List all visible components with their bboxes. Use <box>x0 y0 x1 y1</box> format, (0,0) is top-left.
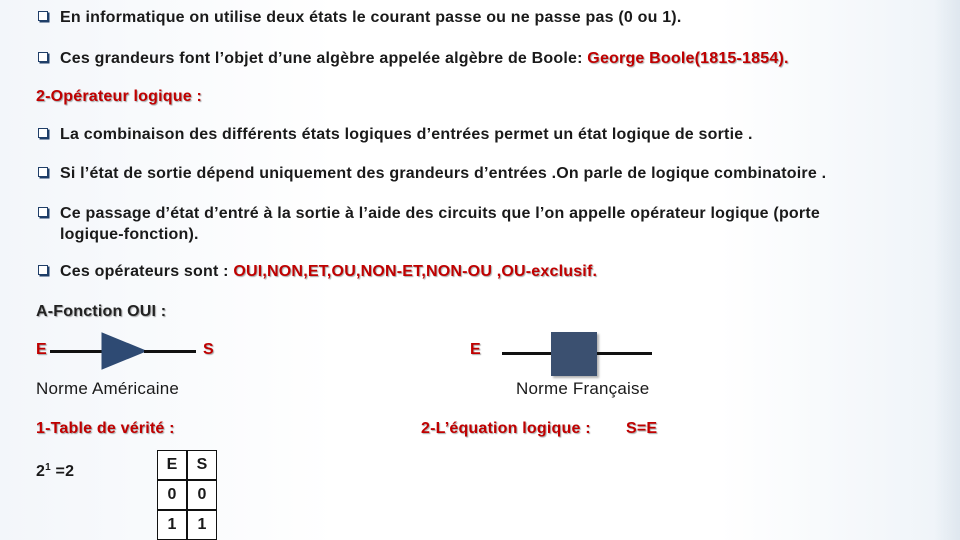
french-caption: Norme Française <box>516 379 650 398</box>
truth-table-cell: 1 <box>187 510 217 540</box>
american-input-label: E <box>36 341 47 358</box>
truth-table-cell: 1 <box>157 510 187 540</box>
bullet-2-text: Ces grandeurs font l’objet d’une algèbre appelée algèbre de Boole: <box>60 50 588 67</box>
buffer-gate-icon <box>100 331 150 371</box>
bullet-icon <box>38 11 48 21</box>
bullet-icon <box>38 128 48 138</box>
bullet-text-1 <box>60 8 681 28</box>
boole-highlight: George Boole(1815-1854). <box>587 50 789 67</box>
equation-value: S=E <box>626 420 658 437</box>
american-output-wire <box>144 350 196 353</box>
bullet-text-4 <box>60 164 826 184</box>
bullet-icon <box>38 52 48 62</box>
french-input-wire <box>502 352 552 355</box>
bullet-5-text: Ce passage d’état d’entré à la sortie à l’aide des circuits que l’on appelle opérateur logique (porte <box>60 205 820 222</box>
bullet-3-text: La combinaison des différents états logiques d’entrées permet un état logique de sortie . <box>60 126 753 143</box>
bullet-4-text: Si l’état de sortie dépend uniquement des grandeurs d’entrées .On parle de logique combinatoire . <box>60 165 827 182</box>
truth-table-cell: 0 <box>187 480 217 510</box>
bullet-text-5 <box>60 204 820 224</box>
bullet-text-6 <box>60 262 597 282</box>
french-input-label: E <box>470 341 481 358</box>
combination-count <box>36 458 74 482</box>
bullet-text-5-continuation: logique-fonction). <box>60 226 199 243</box>
french-gate-box <box>551 332 597 376</box>
truth-table-cell: 0 <box>157 480 187 510</box>
american-caption: Norme Américaine <box>36 379 180 398</box>
american-input-wire <box>50 350 102 353</box>
truth-table-header-e: E <box>157 450 187 480</box>
right-edge-gradient <box>934 0 960 540</box>
bullet-icon <box>38 207 48 217</box>
bullet-text-2 <box>60 49 789 69</box>
count-base: 2 <box>36 463 46 480</box>
french-output-wire <box>597 352 652 355</box>
american-output-label: S <box>203 341 214 358</box>
count-result: =2 <box>50 463 75 480</box>
bullet-6-text: Ces opérateurs sont : <box>60 263 234 280</box>
bullet-text-3 <box>60 125 753 145</box>
truth-table-header-s: S <box>187 450 217 480</box>
section-title: 2-Opérateur logique : <box>36 88 202 105</box>
bullet-icon <box>38 167 48 177</box>
subsection-title: A-Fonction OUI : <box>36 303 167 320</box>
equation-title: 2-L’équation logique : <box>421 420 591 437</box>
bullet-1-text: En informatique on utilise deux états le courant passe ou ne passe pas (0 ou 1). <box>60 9 682 26</box>
bullet-icon <box>38 265 48 275</box>
operators-highlight: OUI,NON,ET,OU,NON-ET,NON-OU ,OU-exclusif. <box>233 263 598 280</box>
truth-table-title: 1-Table de vérité : <box>36 420 175 437</box>
count-exponent: 1 <box>45 462 51 473</box>
